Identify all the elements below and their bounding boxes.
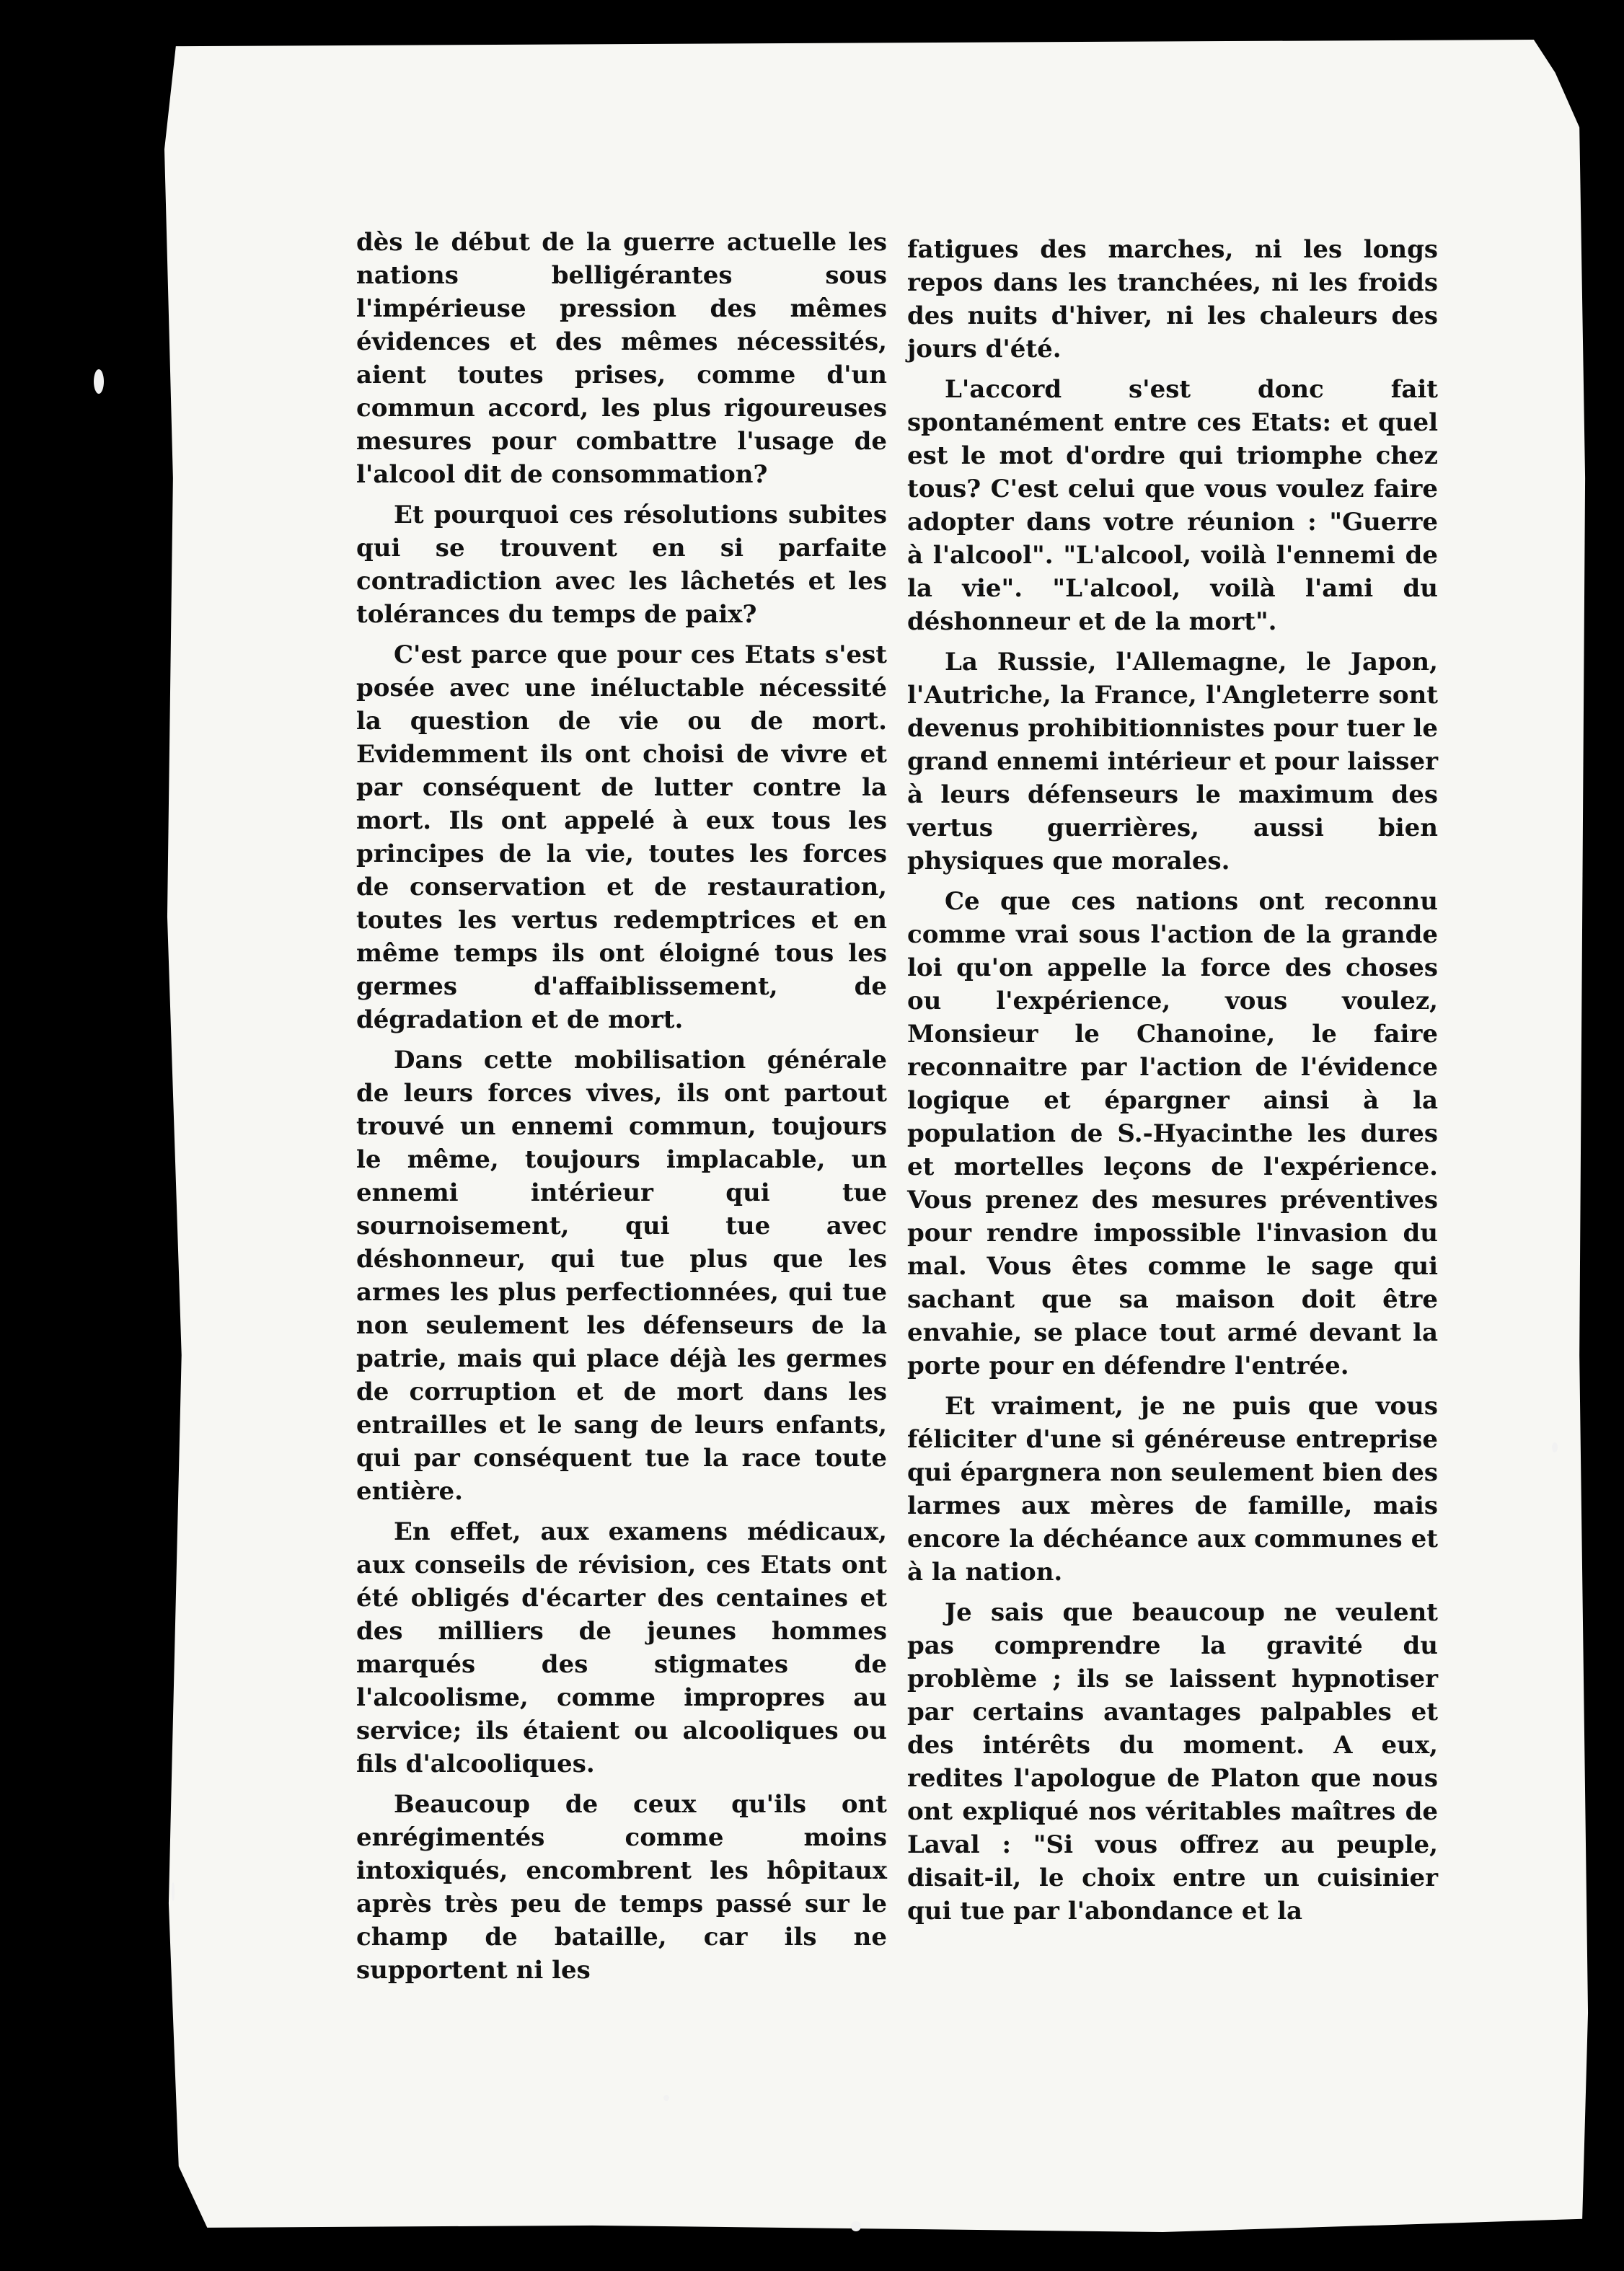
paragraph: En effet, aux examens médicaux, aux conseils de révision, ces Etats ont été obligés d'écarter des centaines et des milliers de jeunes hommes marqués des stigmates de l'alcoolisme, comme impropres au service; ils étaient ou alcooliques ou fils d'alcooliques. [356,1517,887,1778]
paragraph: Et pourquoi ces résolutions subites qui se trouvent en si parfaite contradiction avec les lâchetés et les tolérances du temps de paix? [356,500,887,629]
paragraph: C'est parce que pour ces Etats s'est posée avec une inéluctable nécessité la question de vie ou de mort. Evidemment ils ont choisi de vivre et par conséquent de lutter contre la mort. Ils ont appelé à eux tous les principes de la vie, toutes les forces de conservation et de restauration, toutes les vertus redemptrices et en même temps ils ont éloigné tous les germes d'affaiblissement, de dégradation et de mort. [356,640,887,1034]
paragraph: fatigues des marches, ni les longs repos dans les tranchées, ni les froids des nuits d'hiver, ni les chaleurs des jours d'été. [907,235,1438,363]
paragraph: Et vraiment, je ne puis que vous féliciter d'une si généreuse entreprise qui épargnera non seulement bien des larmes aux mères de famille, mais encore la déchéance aux communes et à la nation. [907,1392,1438,1587]
paragraph: Dans cette mobilisation générale de leurs forces vives, ils ont partout trouvé un ennemi commun, toujours le même, toujours implacable, un ennemi intérieur qui tue sournoisement, qui tue avec déshonneur, qui tue plus que les armes les plus perfectionnées, qui tue non seulement les défenseurs de la patrie, mais qui place déjà les germes de corruption et de mort dans les entrailles et le sang de leurs enfants, qui par conséquent tue la race toute entière. [356,1046,887,1506]
paragraph: Je sais que beaucoup ne veulent pas comprendre la gravité du problème ; ils se laissent hypnotiser par certains avantages palpables et des intérêts du moment. A eux, redites l'apologue de Platon que nous ont expliqué nos véritables maîtres de Laval : "Si vous offrez au peuple, disait-il, le choix entre un cuisinier qui tue par l'abondance et la [907,1598,1438,1926]
left-text-column [356,226,887,1994]
paragraph: La Russie, l'Allemagne, le Japon, l'Autriche, la France, l'Angleterre sont devenus prohibitionnistes pour tuer le grand ennemi intérieur et pour laisser à leurs défenseurs le maximum des vertus guerrières, aussi bien physiques que morales. [907,648,1438,876]
paragraph: Ce que ces nations ont reconnu comme vrai sous l'action de la grande loi qu'on appelle la force des choses ou l'expérience, vous voulez, Monsieur le Chanoine, le faire reconnaitre par l'action de l'évidence logique et épargner ainsi à la population de S.-Hyacinthe les dures et mortelles leçons de l'expérience. Vous prenez des mesures préventives pour rendre impossible l'invasion du mal. Vous êtes comme le sage qui sachant que sa maison doit être envahie, se place tout armé devant la porte pour en défendre l'entrée. [907,887,1438,1380]
paragraph: dès le début de la guerre actuelle les nations belligérantes sous l'impérieuse pression des mêmes évidences et des mêmes nécessités, aient toutes prises, comme d'un commun accord, les plus rigoureuses mesures pour combattre l'usage de l'alcool dit de consommation? [356,228,887,489]
right-text-column [907,233,1438,1935]
paragraph: L'accord s'est donc fait spontanément entre ces Etats: et quel est le mot d'ordre qui triomphe chez tous? C'est celui que vous voulez faire adopter dans votre réunion : "Guerre à l'alcool". "L'alcool, voilà l'ennemi de la vie". "L'alcool, voilà l'ami du déshonneur et de la mort". [907,375,1438,636]
paragraph: Beaucoup de ceux qu'ils ont enrégimentés comme moins intoxiqués, encombrent les hôpitaux après très peu de temps passé sur le champ de bataille, car ils ne supportent ni les [356,1790,887,1985]
